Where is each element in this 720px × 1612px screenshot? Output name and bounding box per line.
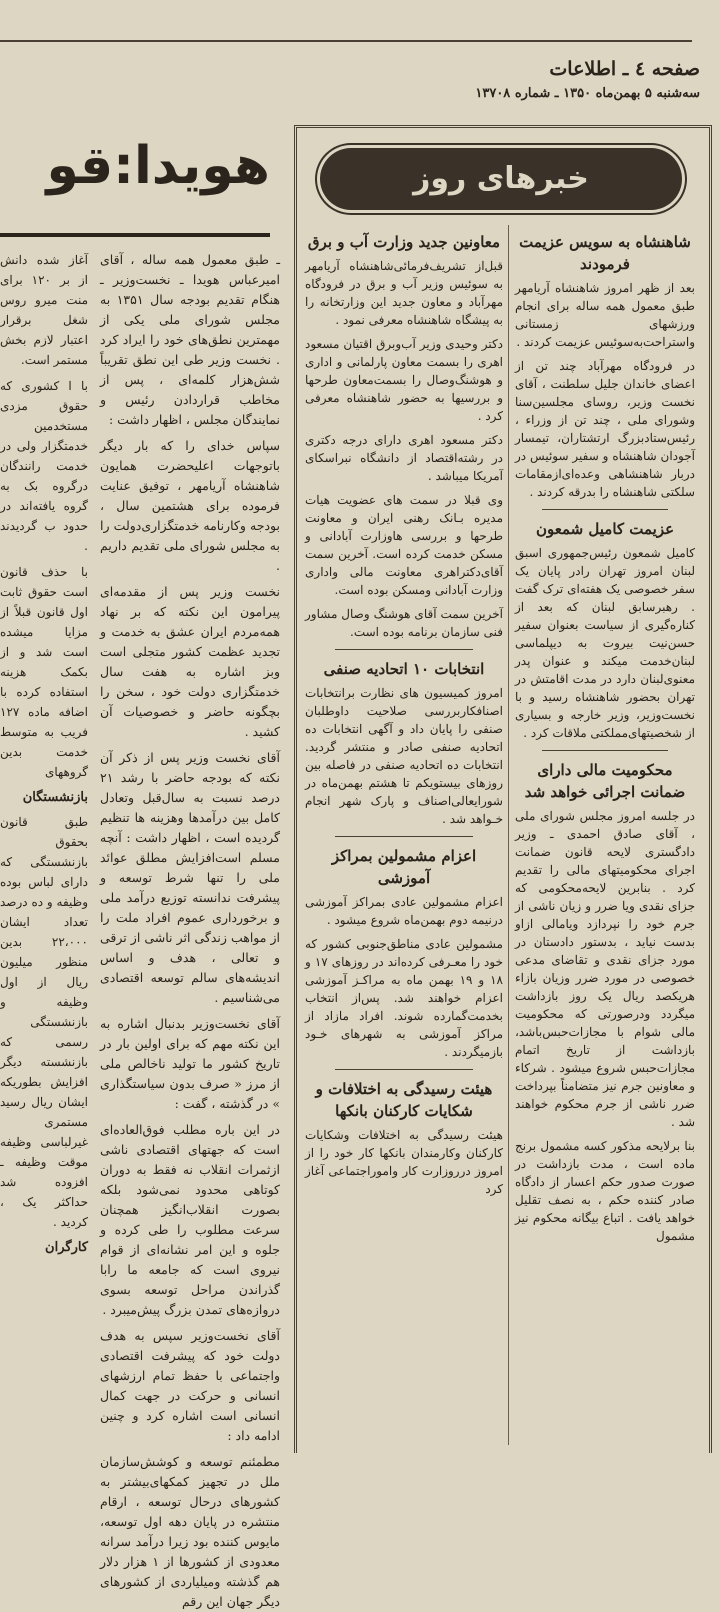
news-paragraph: قبل‌از تشریف‌فرمائی‌شاهنشاه آریامهر به سوئیس وزیر آب و برق در فرودگاه مهرآباد و معاون جدید این وزارتخانه را به پیشگاه شاهنشاه معرفی نمود .: [305, 259, 503, 327]
news-paragraph: آخرین سمت آقای هوشنگ وصال مشاور فنی سازمان برنامه بوده است.: [305, 607, 503, 639]
news-paragraph: بعد از ظهر امروز شاهنشاه آریامهر طبق معمول همه ساله برای انجام ورزشهای زمستانی واستراحت‌به‌سوئیس عزیمت کردند .: [515, 281, 695, 349]
column-divider: [508, 225, 509, 1445]
news-headline: انتخابات ۱۰ اتحادیه صنفی: [323, 660, 485, 678]
lead-paragraph: ـ طبق معمول همه ساله ، آقای امیرعباس هویدا ـ نخست‌وزیر ـ هنگام تقدیم بودجه سال ۱۳۵۱ به مجلس شورای ملی یکی از مهمترین نطق‌های خود را ایراد کرد . نخست وزیر طی این نطق تقریباً شش‌هزار کلمه‌ای ، پس از مخاطب قراردادن رئیس و نمایندگان مجلس ، اظهار داشت :: [100, 252, 280, 427]
main-headline-block: [0, 128, 282, 243]
left-strip-column: [0, 250, 88, 1440]
section-title: خبرهای روز: [413, 161, 589, 196]
news-separator: [542, 509, 668, 510]
strip-subhead: کارگران: [45, 1240, 88, 1255]
news-paragraph: اعزام مشمولین عادی بمراکز آموزشی درنیمه دوم بهمن‌ماه شروع میشود .: [305, 895, 503, 927]
news-column-left: [305, 225, 503, 1445]
news-headline: محکومیت مالی دارای ضمانت اجرائی خواهد شد: [524, 761, 686, 801]
news-paragraph: امروز کمیسیون های نظارت برانتخابات اصنافکاربررسی صلاحیت داوطلبان صنفی را پایان داد و آگهی انتخابات ده اتحادیه صنفی صادر و منتشر گردید. انتخابات ده اتحادیه صنفی در فاصله بین روزهای بیستویکم‌ تا هشتم بهمن‌ماه در شورایعالی‌اصناف و پارک شهر انجام خـواهد شد .: [305, 686, 503, 826]
page-header: [380, 58, 700, 101]
strip-paragraph: با حذف قانون است حقوق ثابت اول قانون قبلاً از مزایا میشده است شد و از بکمک هزینه استفاده کرده با اضافه ماده ۱۲۷ فریب به متوسط خدمت بدین گروههای: [0, 565, 88, 779]
news-separator: [335, 649, 474, 650]
strip-paragraph: طبق قانون بحقوق بازنشستگی که دارای لباس بوده وظیفه و ده درصد تعداد ایشان ۲۲،۰۰۰ بدین منظور میلیون ریال از اول وظیفه و بازنشستگی رسمی که بازنشسته دیگر افزایش بطوریکه ایشان ریال رسید مستمری غیرلباسی وظیفه موقت وظیفه ـ افزوده شد حداکثر یک ، کردید .: [0, 815, 88, 1229]
news-headline: اعزام مشمولین بمراکز آموزشی: [331, 847, 477, 887]
lead-story-column: [100, 250, 280, 1609]
news-paragraph: مشمولین عادی مناطق‌جنوبی کشور که خود را معـرفی کرده‌اند در روزهای ۱۷ و ۱۸ و ۱۹ بهمن ماه به مراکـز آموزشی اعزام خواهند شد. پس‌از انتخاب بخدمت‌گمارده شوند. افراد مازاد از مراکز آموزشی به شهرهای خـود بازمیگردند .: [305, 937, 504, 1059]
news-paragraph: دکتر وحیدی وزیر آب‌وبرق اقتیان مسعود اهری را بسمت معاون پارلمانی و اداری و هوشنگ‌وصال را بسمت‌معاون طرحها و بررسیها به حضور شاهنشاه معرفی کرد .: [305, 337, 503, 423]
news-paragraph: در جلسه امروز مجلس شورای ملی ، آقای صادق احمدی ـ وزیر دادگستری لایحه قانون ضمانت اجرای محکومیتهای مالی را تقدیم کرد . بنابرین لایحه‌محکومی که جزای نقدی ویا ضرر و زیان ناشی از جرم خود را نپردازد ویامالی ازاو بدست نیاید ، بدستور دادستان در مورد جزای نقدی و تقاضای مدعی خصوصی در مورد ضرر وزیان بازاء هریکصد ریال یک روز بازداشت میگردد ودرصورتی که محکومیت مالی شوام با مجازات‌حبس‌باشد، بازداشت از تاریخ اتمام مجازات‌حبس شروع میشود . شرکاء و معاونین جرم نیز متضامناً بپرداخت ضرر ناشی از جرم محکوم خواهند شد .: [515, 809, 695, 1129]
news-paragraph: در فرودگاه مهرآباد چند تن از اعضای خاندان جلیل سلطنت ، آقای نخست وزیر، روسای مجلسین‌سنا وشورای ملی ، چند تن از وزراء ، رئیس‌ستادبزرگ ارتشتاران، تیمسار آجودان شاهنشاه و سفیر سوئیس در دربار شاهنشاهی وعده‌ای‌ازمقامات سلکتی شاهنشاه را بدرقه کردند .: [515, 359, 695, 499]
lead-paragraph: نخست وزیر پس از مقدمه‌ای پیرامون این نکته که بر نهاد همه‌مردم ایران عشق به خدمت و تجدید عظمت کشور متجلی است وبز اشاره به هفت سال خدمتگزاری دولت خود ، سخن را بچگونه حاضر و خصوصیات آن کشید .: [100, 584, 280, 739]
top-rule: [0, 40, 692, 42]
news-separator: [335, 1069, 474, 1070]
news-headline: هیئت رسیدگی به اختلافات و شکایات کارکنان بانکها: [315, 1080, 493, 1120]
lead-paragraph: آقای نخست وزیر پس از ذکر آن نکته که بودجه حاضر با رشد ۲۱ درصد نسبت به سال‌قبل وتعادل کامل بین درآمدها وهزینه ها تنظیم گردیده است ، اظهار داشت : آنچه مسلم است‌افزایش مطلق عوائد ملی را تنها شرط توسعه و پیشرفت ندانسته توزیع درآمد ملی و برخورداری عموم افراد ملت را از مواهب زندگی اثر ناشی از ترقی و تعالی ، هدف و اساس اندیشه‌های سالم توسعه اقتصادی می‌شناسیم .: [100, 750, 280, 1005]
news-paragraph: بنا برلایحه مذکور کسه مشمول برنج ماده است ، مدت بازداشت در صورت صدور حکم اعسار از دادگاه صادر کننده حکم ، به نصف تقلیل خواهد یافت . اتباع بیگانه محکوم نیز مشمول: [515, 1139, 695, 1243]
strip-subhead: بازنشستگان: [22, 790, 88, 805]
news-headline: عزیمت کامیل شمعون: [535, 520, 675, 538]
strip-paragraph: با ا کشوری که حقوق مزدی مستخدمین خدمتگزار ولی در خدمت رانندگان درگروه بک به گروه یافته‌اند در حدود ب گردیدند .: [0, 379, 88, 553]
strip-paragraph: آغاز شده دانش از بر ۱۲۰ برای منت میرو روس شغل برقرار اعتبار لازم بخش مستمر است.: [0, 253, 88, 367]
main-headline: هویدا:قو: [46, 136, 270, 196]
news-paragraph: کامیل شمعون رئیس‌جمهوری اسبق لبنان امروز تهران رادر پایان یک سفر خصوصی یک هفته‌ای ترک گفت . رهبرسابق لبنان که بعد از کناره‌گیری از سیاست بعنوان سفیر حسن‌نیت بیروت به دیپلماسی لبنان‌خدمت میکند و عنوان پدر معنوی‌لبنان دارد در مدت اقامتش در تهران بحضور شاهنشاه رسید و با نخست‌وزیر، وزیر خارجه و بسیاری از شخصیتهای‌مملکتی ملاقات کرد .: [515, 546, 695, 740]
news-headline: شاهنشاه به سویس عزیمت فرمودند: [519, 233, 691, 273]
news-separator: [335, 836, 474, 837]
lead-paragraph: در این باره مطلب فوق‌العاده‌ای است که جهتهای اقتصادی ناشی ازثمرات انقلاب نه فقط به دوران کوتاهی محدود نمی‌شود بلکه بصورت انقلاب‌انگیز همچنان سرعت مطلوب را طی کرده و جلوه و این امر نشانه‌ای از قوام نیروی است که جامعه ما رابا گذراندن مراحل توسعه بسوی دروازه‌های تمدن بزرگ پیش‌میبرد .: [100, 1122, 280, 1317]
lead-paragraph: آقای نخست‌وزیر بدنبال اشاره به این نکته مهم که برای اولین بار در تاریخ کشور ما تولید ناخالص ملی از مرز « صرف بدون سیاستگذاری » در گذشته ، گفت :: [100, 1016, 280, 1111]
news-paragraph: دکتر مسعود اهری دارای درجه دکتری در رشته‌اقتصاد از دانشگاه‌ نبراسکای آمریکا میباشد .: [305, 433, 503, 483]
headline-underline: [0, 233, 270, 237]
news-separator: [542, 750, 668, 751]
page-label: صفحه ٤ ـ اطلاعات: [549, 58, 700, 80]
section-banner: [320, 148, 682, 210]
lead-paragraph: آقای نخست‌وزیر سپس به هدف دولت خود که پیشرفت اقتصادی واجتماعی با حفظ تمام ارزشهای انسانی و حرکت در جهت کمال انسانی است اشاره کرد و چنین ادامه داد :: [100, 1328, 280, 1443]
news-column-right: [515, 225, 695, 1445]
dateline: سه‌شنبه ۵ بهمن‌ماه ۱۳۵۰ ـ شماره ۱۳۷۰۸: [475, 86, 700, 101]
news-paragraph: هیئت رسیدگی به اختلافات وشکایات کارکنان وکارمندان بانکها کار خود را از امروز درروزارت کار وامور‌اجتماعی آغاز کرد: [305, 1128, 503, 1196]
news-headline: معاونین جدید وزارت آب و برق: [307, 233, 501, 251]
lead-paragraph: سپاس خدای را که بار دیگر باتوجهات اعلیحضرت همایون شاهنشاه آریامهر ، توفیق عنایت فرموده برای هشتمین سال ، بودجه وکارنامه خدمتگزاری‌دولت را به مجلس شورای ملی تقدیم داریم .: [100, 438, 280, 573]
news-paragraph: وی قبلا در سمت های عضویت هیات مدیره بـانک رهنی ایران و معاونت طرحها و بررسی هاوزارت آبادانی و مسکن خدمت کرده است. آخرین سمت آقای‌دکتراهری معاونت مالی واداری وزارت آبادانی ومسکن بوده است.: [305, 493, 503, 597]
lead-paragraph: مطمئنم توسعه و کوشش‌سازمان ملل در تجهیز کمکهای‌بیشتر به کشورهای درحال توسعه ، ارقام منتشره در پایان دهه اول توسعه، مایوس کننده بود زیرا درآمد سرانه معدودی از کشورها از ۱ هزار دلار هم گذشته ومیلیاردی از کشورهای دیگر جهان این رقم: [100, 1454, 280, 1609]
